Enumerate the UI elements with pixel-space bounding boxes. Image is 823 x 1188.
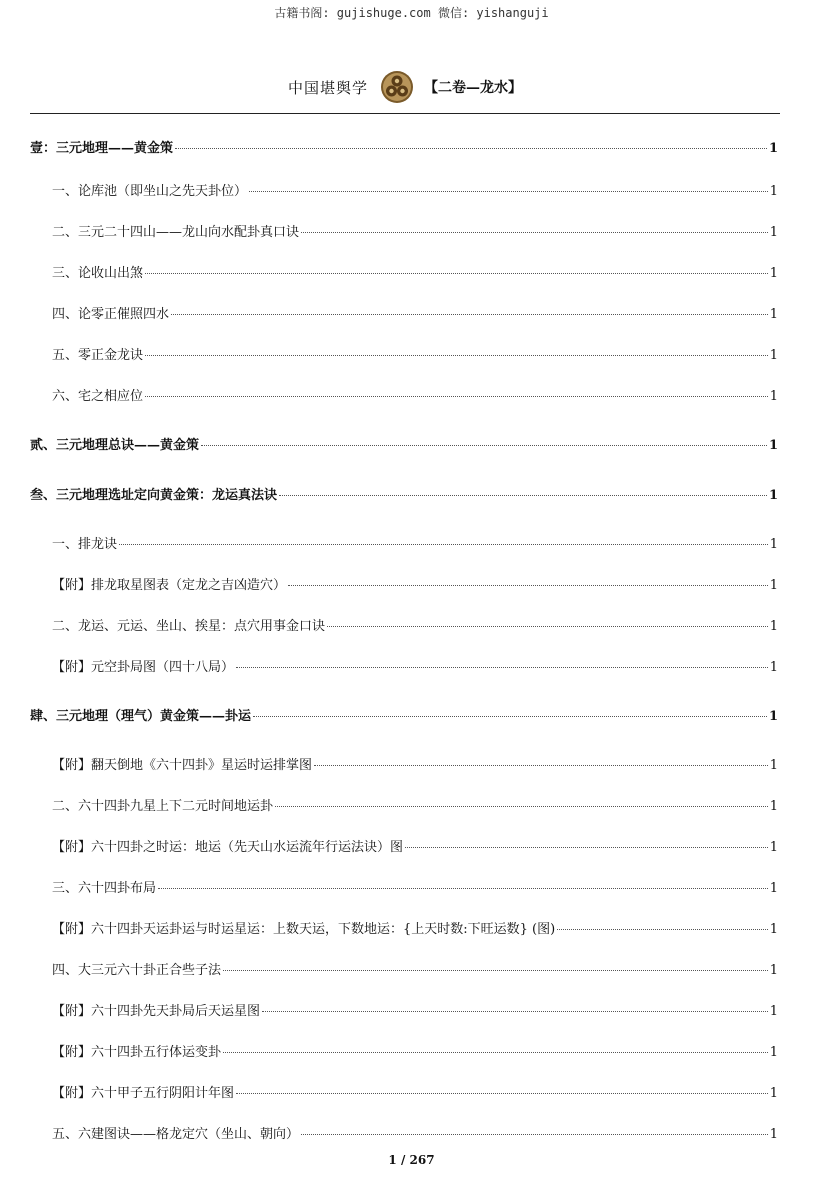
toc-entry-title: 【附】六十四卦五行体运变卦 bbox=[52, 1045, 222, 1060]
dot-leader bbox=[253, 715, 767, 717]
toc-entry[interactable] bbox=[52, 221, 778, 240]
toc-entry[interactable] bbox=[52, 1123, 778, 1142]
dot-leader bbox=[145, 272, 768, 274]
toc-entry-page: 1 bbox=[769, 1127, 778, 1142]
toc-entry-page: 1 bbox=[769, 578, 778, 593]
toc-entry[interactable] bbox=[52, 836, 778, 855]
page-indicator: 1 / 267 bbox=[388, 1153, 435, 1167]
toc-entry-title: 五、零正金龙诀 bbox=[52, 348, 144, 363]
dot-leader bbox=[314, 764, 768, 766]
toc-entry-page: 1 bbox=[768, 141, 778, 156]
dot-leader bbox=[262, 1010, 768, 1012]
dot-leader bbox=[201, 444, 767, 446]
toc-entry[interactable] bbox=[52, 754, 778, 773]
dot-leader bbox=[175, 147, 767, 149]
toc-entry-page: 1 bbox=[768, 709, 778, 724]
toc-entry[interactable] bbox=[52, 795, 778, 814]
dot-leader bbox=[145, 354, 768, 356]
toc-entry-page: 1 bbox=[769, 660, 778, 675]
toc-entry[interactable] bbox=[52, 180, 778, 199]
dot-leader bbox=[301, 231, 768, 233]
toc-entry[interactable] bbox=[52, 303, 778, 322]
toc-entry-title: 【附】六十四卦先天卦局后天运星图 bbox=[52, 1004, 261, 1019]
toc-entry-title: 四、论零正催照四水 bbox=[52, 307, 170, 322]
toc-entry[interactable] bbox=[30, 484, 778, 503]
toc-entry[interactable] bbox=[52, 385, 778, 404]
dot-leader bbox=[223, 969, 768, 971]
toc-entry-title: 四、大三元六十卦正合些子法 bbox=[52, 963, 222, 978]
dot-leader bbox=[236, 1092, 768, 1094]
toc-entry[interactable] bbox=[30, 705, 778, 724]
dot-leader bbox=[405, 846, 768, 848]
toc-entry-page: 1 bbox=[769, 184, 778, 199]
toc-entry-page: 1 bbox=[769, 881, 778, 896]
toc-entry-title: 【附】六十甲子五行阴阳计年图 bbox=[52, 1086, 235, 1101]
toc-entry[interactable] bbox=[30, 434, 778, 453]
toc-entry-page: 1 bbox=[769, 1086, 778, 1101]
toc-entry-title: 一、排龙诀 bbox=[52, 537, 118, 552]
toc-entry[interactable] bbox=[52, 533, 778, 552]
toc-entry-page: 1 bbox=[769, 266, 778, 281]
toc-entry[interactable] bbox=[52, 877, 778, 896]
toc-entry-page: 1 bbox=[769, 1045, 778, 1060]
toc-entry-title: 六、宅之相应位 bbox=[52, 389, 144, 404]
toc-entry[interactable] bbox=[52, 1082, 778, 1101]
header-volume: 【二卷—龙水】 bbox=[424, 80, 522, 96]
dot-leader bbox=[279, 494, 767, 496]
dot-leader bbox=[236, 666, 768, 668]
dot-leader bbox=[223, 1051, 768, 1053]
toc-entry-title: 贰、三元地理总诀——黄金策 bbox=[30, 438, 200, 453]
dot-leader bbox=[158, 887, 768, 889]
toc-entry-page: 1 bbox=[769, 922, 778, 937]
toc-entry-title: 【附】六十四卦天运卦运与时运星运：上数天运，下数地运：{上天时数:下旺运数} (图) bbox=[52, 922, 556, 937]
dot-leader bbox=[119, 543, 768, 545]
toc-entry[interactable] bbox=[30, 137, 778, 156]
toc-entry[interactable] bbox=[52, 959, 778, 978]
toc-entry-page: 1 bbox=[769, 1004, 778, 1019]
toc-entry-title: 肆、三元地理（理气）黄金策——卦运 bbox=[30, 709, 252, 724]
dot-leader bbox=[288, 584, 768, 586]
toc-entry-page: 1 bbox=[769, 758, 778, 773]
toc-entry-title: 【附】翻天倒地《六十四卦》星运时运排掌图 bbox=[52, 758, 313, 773]
toc-entry-title: 三、六十四卦布局 bbox=[52, 881, 157, 896]
toc-entry-page: 1 bbox=[769, 619, 778, 634]
dot-leader bbox=[145, 395, 768, 397]
toc-entry-page: 1 bbox=[769, 537, 778, 552]
toc-entry-title: 【附】六十四卦之时运：地运（先天山水运流年行运法诀）图 bbox=[52, 840, 404, 855]
dot-leader bbox=[327, 625, 768, 627]
dot-leader bbox=[301, 1133, 768, 1135]
toc-entry-title: 叁、三元地理选址定向黄金策：龙运真法诀 bbox=[30, 488, 278, 503]
watermark: 古籍书阁: gujishuge.com 微信: yishanguji bbox=[274, 6, 549, 20]
toc-entry-page: 1 bbox=[768, 488, 778, 503]
toc-entry-page: 1 bbox=[769, 963, 778, 978]
toc-entry[interactable] bbox=[52, 656, 778, 675]
toc-entry-page: 1 bbox=[769, 225, 778, 240]
toc-entry-page: 1 bbox=[769, 389, 778, 404]
toc-entry-page: 1 bbox=[769, 307, 778, 322]
toc-entry-title: 二、龙运、元运、坐山、挨星：点穴用事金口诀 bbox=[52, 619, 326, 634]
toc-entry-title: 一、论库池（即坐山之先天卦位） bbox=[52, 184, 248, 199]
toc-entry-title: 二、三元二十四山——龙山向水配卦真口诀 bbox=[52, 225, 300, 240]
toc-entry[interactable] bbox=[52, 615, 778, 634]
dot-leader bbox=[171, 313, 768, 315]
dot-leader bbox=[557, 928, 768, 930]
toc-entry-title: 壹：三元地理——黄金策 bbox=[30, 141, 174, 156]
toc-entry[interactable] bbox=[52, 262, 778, 281]
header-title: 中国堪舆学 bbox=[287, 78, 368, 97]
toc-entry-title: 二、六十四卦九星上下二元时间地运卦 bbox=[52, 799, 274, 814]
toc-entry-title: 五、六建图诀——格龙定穴（坐山、朝向） bbox=[52, 1127, 300, 1142]
toc-entry[interactable] bbox=[52, 574, 778, 593]
toc-entry[interactable] bbox=[52, 1041, 778, 1060]
toc-entry[interactable] bbox=[52, 918, 778, 937]
toc-entry-page: 1 bbox=[769, 840, 778, 855]
toc-entry-title: 【附】元空卦局图（四十八局） bbox=[52, 660, 235, 675]
toc-entry[interactable] bbox=[52, 344, 778, 363]
toc-entry-title: 三、论收山出煞 bbox=[52, 266, 144, 281]
toc-entry[interactable] bbox=[52, 1000, 778, 1019]
dot-leader bbox=[249, 190, 768, 192]
toc-entry-page: 1 bbox=[769, 348, 778, 363]
toc-entry-title: 【附】排龙取星图表（定龙之吉凶造穴） bbox=[52, 578, 287, 593]
dot-leader bbox=[275, 805, 768, 807]
toc-entry-page: 1 bbox=[769, 799, 778, 814]
toc-entry-page: 1 bbox=[768, 438, 778, 453]
